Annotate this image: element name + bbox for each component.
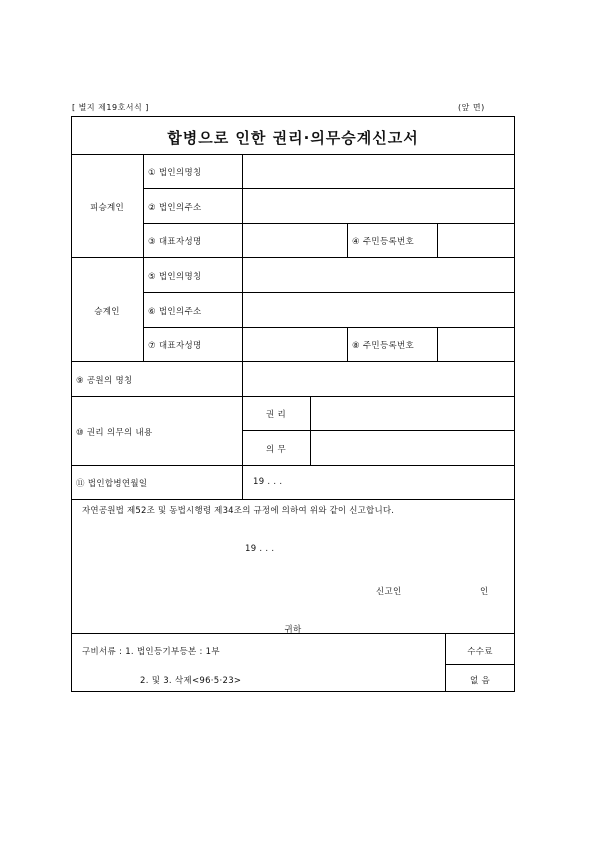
declaration-date: 19 . . . <box>245 544 275 554</box>
rule-rights-bottom <box>71 465 515 466</box>
rule-r5 <box>143 327 515 328</box>
rule-v-rights <box>310 396 311 465</box>
declaration-text: 자연공원법 제52조 및 동법시행령 제34조의 규정에 의하여 위와 같이 신고합니다. <box>82 506 395 516</box>
park-name-label: ⑨ 공원의 명칭 <box>76 376 133 386</box>
transferor-name-label: ① 법인의명칭 <box>148 168 202 178</box>
merger-date-label: ⑪ 법인합병연월일 <box>76 479 148 489</box>
rule-r2 <box>143 223 515 224</box>
form-frame <box>71 116 515 692</box>
addressee-label: 귀하 <box>284 625 302 635</box>
page-side-label: (앞 면) <box>458 103 485 112</box>
declarant-label: 신고인 <box>376 587 402 597</box>
rule-park-bottom <box>71 396 515 397</box>
duties-label: 의 무 <box>265 445 287 455</box>
transferor-address-label: ② 법인의주소 <box>148 203 202 213</box>
rule-date-bottom <box>71 499 515 500</box>
fee-value: 없 음 <box>469 676 491 686</box>
rule-fee-split <box>445 664 515 665</box>
form-title: 합병으로 인한 권리·의무승계신고서 <box>167 129 419 147</box>
transferor-rep-label: ③ 대표자성명 <box>148 237 202 247</box>
successor-address-label: ⑥ 법인의주소 <box>148 307 202 317</box>
rule-title-bottom <box>71 154 515 155</box>
rule-v-value-col <box>242 154 243 499</box>
rule-v-rep1-a <box>347 223 348 257</box>
rule-successor-bottom <box>71 361 515 362</box>
rule-v-fee <box>445 633 446 692</box>
required-docs-line1: 구비서류 : 1. 법인등기부등본 : 1부 <box>82 647 220 657</box>
transferor-regno-label: ④ 주민등록번호 <box>352 237 414 247</box>
transferor-label: 피승계인 <box>89 203 125 213</box>
rule-v-rep2-a <box>347 327 348 361</box>
fee-label: 수수료 <box>467 647 493 657</box>
rule-r4 <box>143 292 515 293</box>
required-docs-line2: 2. 및 3. 삭제<96·5·23> <box>140 676 242 686</box>
rule-r1 <box>143 188 515 189</box>
rights-duties-label: ⑩ 권리 의무의 내용 <box>76 428 153 438</box>
rule-v-rep1-b <box>437 223 438 257</box>
rule-v-label-col <box>143 154 144 361</box>
successor-rep-label: ⑦ 대표자성명 <box>148 341 202 351</box>
form-number: [ 별지 제19호서식 ] <box>72 103 149 112</box>
merger-date-value: 19 . . . <box>253 477 283 487</box>
rights-label: 권 리 <box>265 410 287 420</box>
successor-label: 승계인 <box>94 307 120 317</box>
rule-rights-split <box>242 430 515 431</box>
rule-transferor-bottom <box>71 257 515 258</box>
successor-name-label: ⑤ 법인의명칭 <box>148 272 202 282</box>
successor-regno-label: ⑧ 주민등록번호 <box>352 341 414 351</box>
rule-v-rep2-b <box>437 327 438 361</box>
seal-mark: 인 <box>480 587 489 597</box>
